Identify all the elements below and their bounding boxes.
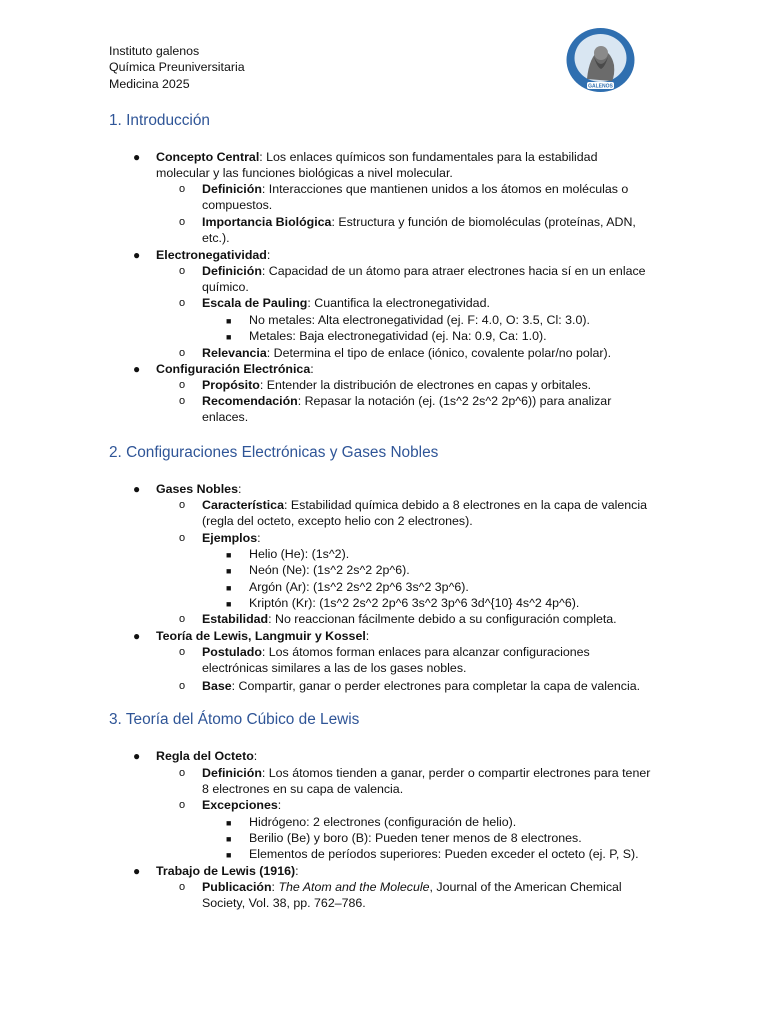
list-item (179, 765, 657, 798)
list-item (133, 247, 646, 263)
item-text: : (237, 482, 242, 496)
item-label: Concepto Central (156, 150, 260, 164)
item-text: Hidrógeno: 2 electrones (configuración de helio). (249, 815, 517, 829)
bullet-icon: o (179, 183, 186, 195)
bullet-icon: o (179, 532, 186, 544)
list-item (226, 312, 669, 328)
bullet-icon: ■ (226, 316, 232, 326)
bullet-icon: o (179, 881, 186, 893)
bullet-icon: ● (133, 482, 141, 496)
list-item (179, 879, 657, 912)
item-label: Configuración Electrónica (156, 362, 311, 376)
list-item (226, 846, 669, 862)
item-label: Publicación (202, 880, 272, 894)
item-text: : Los enlaces químicos son fundamentales para la estabilidad molecular y las funciones biológicas a nivel molecular. (156, 150, 598, 181)
section-heading: 1. Introducción (109, 112, 210, 129)
item-label: Base (202, 679, 232, 693)
bullet-icon: ● (133, 248, 141, 262)
bullet-icon: o (179, 613, 186, 625)
list-item (179, 497, 657, 530)
item-text: : (277, 798, 282, 812)
bullet-icon: o (179, 379, 186, 391)
item-label: Postulado (202, 645, 262, 659)
bullet-icon: ■ (226, 818, 232, 828)
list-item (133, 149, 646, 182)
item-label: Definición (202, 182, 262, 196)
section-heading: 2. Configuraciones Electrónicas y Gases Nobles (109, 444, 439, 461)
course-name: Química Preuniversitaria (109, 60, 245, 75)
item-text: : Estabilidad química debido a 8 electrones en la capa de valencia (regla del octeto, excepto helio con 2 electrones). (202, 498, 647, 529)
item-text: Elementos de períodos superiores: Pueden exceder el octeto (ej. P, S). (249, 847, 639, 861)
bullet-icon: o (179, 216, 186, 228)
list-item (179, 214, 657, 247)
item-label: Regla del Octeto (156, 749, 254, 763)
item-label: Propósito (202, 378, 260, 392)
item-text: : Cuantifica la electronegatividad. (307, 296, 490, 310)
list-item (133, 481, 646, 497)
list-item (179, 797, 657, 813)
bullet-icon: o (179, 767, 186, 779)
item-label: Ejemplos (202, 531, 258, 545)
item-text: : (365, 629, 370, 643)
list-item (179, 611, 657, 627)
item-text: Helio (He): (1s^2). (249, 547, 350, 561)
item-text: : (253, 749, 258, 763)
item-text: : No reaccionan fácilmente debido a su configuración completa. (268, 612, 617, 626)
item-text: : Los átomos forman enlaces para alcanzar configuraciones electrónicas similares a las de los gases nobles. (202, 645, 590, 676)
item-label: Electronegatividad (156, 248, 267, 262)
item-text: Metales: Baja electronegatividad (ej. Na: 0.9, Ca: 1.0). (249, 329, 547, 343)
item-italic-title: The Atom and the Molecule (278, 880, 430, 894)
item-label: Relevancia (202, 346, 267, 360)
item-text: : (266, 248, 271, 262)
bullet-icon: ■ (226, 550, 232, 560)
list-item (179, 644, 657, 677)
bullet-icon: ● (133, 362, 141, 376)
list-item (226, 328, 669, 344)
list-item (133, 863, 646, 879)
item-text-tail: , Journal of the American Chemical Society, Vol. 38, pp. 762–786. (202, 880, 622, 911)
item-label: Excepciones (202, 798, 278, 812)
list-item (226, 814, 669, 830)
item-text: : Interacciones que mantienen unidos a los átomos en moléculas o compuestos. (202, 182, 629, 213)
item-label: Gases Nobles (156, 482, 238, 496)
item-text: : (257, 531, 261, 545)
bullet-icon: ■ (226, 566, 232, 576)
item-label: Definición (202, 264, 262, 278)
bullet-icon: ● (133, 150, 141, 164)
list-item (226, 595, 669, 611)
item-text: : Compartir, ganar o perder electrones para completar la capa de valencia. (231, 679, 641, 693)
item-text: Berilio (Be) y boro (B): Pueden tener menos de 8 electrones. (249, 831, 582, 845)
bullet-icon: ■ (226, 850, 232, 860)
list-item (226, 546, 669, 562)
item-label: Recomendación (202, 394, 298, 408)
list-item (179, 263, 657, 296)
bullet-icon: o (179, 347, 186, 359)
list-item (179, 393, 657, 426)
item-text: : (271, 880, 279, 894)
item-label: Definición (202, 766, 262, 780)
item-label: Importancia Biológica (202, 215, 332, 229)
list-item (226, 562, 669, 578)
seal-logo (565, 27, 636, 93)
bullet-icon: ■ (226, 599, 232, 609)
item-label: Escala de Pauling (202, 296, 308, 310)
course-year: Medicina 2025 (109, 76, 190, 91)
bullet-icon: ● (133, 864, 141, 878)
document-header (109, 43, 245, 92)
bullet-icon: ■ (226, 332, 232, 342)
bullet-icon: ● (133, 629, 141, 643)
item-text: Kriptón (Kr): (1s^2 2s^2 2p^6 3s^2 3p^6 3d^{10} 4s^2 4p^6). (249, 596, 580, 610)
list-item (226, 830, 669, 846)
item-text: Neón (Ne): (1s^2 2s^2 2p^6). (249, 563, 410, 577)
item-label: Teoría de Lewis, Langmuir y Kossel (156, 629, 366, 643)
item-text: : Repasar la notación (ej. (1s^2 2s^2 2p^6)) para analizar enlaces. (202, 394, 612, 425)
item-text: : Capacidad de un átomo para atraer electrones hacia sí en un enlace químico. (202, 264, 646, 295)
item-text: : Entender la distribución de electrones en capas y orbitales. (259, 378, 592, 392)
item-text: : Estructura y función de biomoléculas (proteínas, ADN, etc.). (202, 215, 636, 246)
bullet-icon: ■ (226, 834, 232, 844)
list-item (179, 181, 657, 214)
logo-text: GALENOS (588, 83, 613, 90)
item-text: : (310, 362, 314, 376)
bullet-icon: o (179, 395, 186, 407)
list-item (133, 361, 646, 377)
list-item (133, 628, 646, 644)
list-item (179, 295, 657, 311)
item-label: Estabilidad (202, 612, 269, 626)
section-heading: 3. Teoría del Átomo Cúbico de Lewis (109, 711, 360, 728)
list-item (226, 579, 669, 595)
bullet-icon: ● (133, 749, 141, 763)
item-text: : (295, 864, 299, 878)
list-item (179, 377, 657, 393)
bullet-icon: o (179, 646, 186, 658)
bullet-icon: o (179, 799, 186, 811)
list-item (179, 345, 657, 361)
bullet-icon: o (179, 499, 186, 511)
list-item (133, 748, 646, 764)
item-label: Trabajo de Lewis (1916) (156, 864, 296, 878)
item-text: : Determina el tipo de enlace (iónico, covalente polar/no polar). (266, 346, 612, 360)
item-label: Característica (202, 498, 284, 512)
item-text: No metales: Alta electronegatividad (ej. F: 4.0, O: 3.5, Cl: 3.0). (249, 313, 590, 327)
institute-name: Instituto galenos (109, 44, 200, 58)
list-item (179, 530, 657, 546)
item-text: Argón (Ar): (1s^2 2s^2 2p^6 3s^2 3p^6). (249, 580, 469, 594)
bullet-icon: o (179, 680, 186, 692)
bullet-icon: ■ (226, 583, 232, 593)
item-text: : Los átomos tienden a ganar, perder o compartir electrones para tener 8 electrones en su capa de valencia. (202, 766, 651, 797)
list-item (179, 678, 657, 694)
bullet-icon: o (179, 297, 186, 309)
bullet-icon: o (179, 265, 186, 277)
